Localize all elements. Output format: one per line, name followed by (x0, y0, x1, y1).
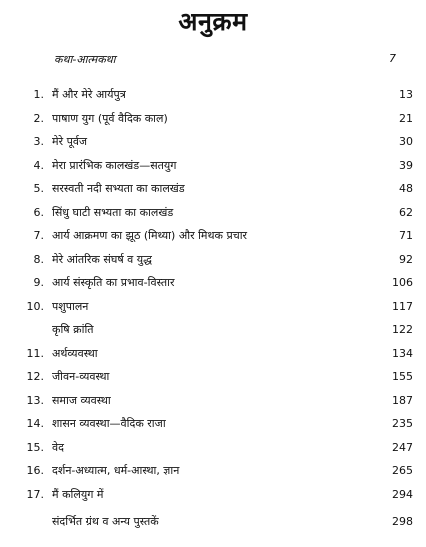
toc-entry-page: 106 (392, 276, 413, 289)
toc-entry (0, 415, 426, 433)
toc-entry (0, 157, 426, 175)
toc-entry-page: 235 (392, 417, 413, 430)
toc-entry-title: जीवन-व्यवस्था (52, 370, 110, 383)
toc-entry (0, 486, 426, 504)
toc-entry-number: 17. (26, 487, 44, 501)
toc-entry-title: मैं और मेरे आर्यपुत्र (52, 88, 126, 101)
toc-entry (0, 439, 426, 457)
toc-entry-title: पाषाण युग (पूर्व वैदिक काल) (52, 111, 168, 125)
toc-entry-number: 5. (33, 182, 44, 195)
toc-entry-number: 13. (26, 393, 44, 407)
toc-entry (0, 180, 426, 198)
toc-entry-page: 298 (392, 515, 413, 528)
toc-entry-number: 11. (26, 346, 44, 360)
toc-entry (0, 298, 426, 316)
toc-entry-number: 4. (33, 158, 44, 172)
toc-entry-title: कृषि क्रांति (52, 323, 94, 336)
toc-entry-page: 265 (392, 464, 413, 477)
toc-entry-page: 247 (392, 440, 413, 454)
toc-entry-page: 187 (392, 393, 413, 407)
toc-entry-title: सरस्वती नदी सभ्यता का कालखंड (52, 182, 185, 195)
intro-entry (54, 52, 396, 70)
toc-entry (0, 462, 426, 480)
toc-entry-title: पशुपालन (52, 299, 89, 313)
toc-entry-page: 71 (399, 229, 413, 242)
toc-entry-title: मैं कलियुग में (52, 487, 104, 501)
intro-page-number: 7 (389, 52, 396, 65)
toc-entry-page: 117 (392, 299, 413, 313)
toc-entry-page: 39 (399, 158, 413, 172)
toc-entry-page: 134 (392, 346, 413, 360)
toc-entry (0, 110, 426, 128)
toc-entry-page: 30 (399, 135, 413, 148)
toc-entry (0, 368, 426, 386)
toc-entry-title: सिंधु घाटी सभ्यता का कालखंड (52, 205, 174, 219)
toc-entry-number: 14. (26, 417, 44, 430)
toc-entry-page: 122 (392, 323, 413, 336)
toc-entry-number: 3. (33, 135, 44, 148)
toc-entry-page: 13 (399, 88, 413, 101)
toc-entry (0, 204, 426, 222)
toc-entry-title: दर्शन-अध्यात्म, धर्म-आस्था, ज्ञान (52, 464, 180, 477)
page-title: अनुक्रम (178, 7, 248, 36)
toc-entry-title: मेरे पूर्वज (52, 135, 88, 148)
toc-entry-title: शासन व्यवस्था—वैदिक राजा (52, 417, 166, 430)
toc-entry-number: 10. (26, 299, 44, 313)
toc-entry (0, 321, 426, 339)
toc-entry (0, 251, 426, 269)
toc-entry-title: अर्थव्यवस्था (52, 346, 98, 360)
toc-entry-page: 92 (399, 252, 413, 266)
toc-entry-title: समाज व्यवस्था (52, 393, 111, 407)
toc-entry-number: 8. (33, 252, 44, 266)
toc-entry (0, 392, 426, 410)
toc-entry-number: 16. (26, 464, 44, 477)
toc-entry-page: 155 (392, 370, 413, 383)
toc-entry-title: आर्य संस्कृति का प्रभाव-विस्तार (52, 276, 175, 289)
toc-entry (0, 274, 426, 292)
intro-label: कथा-आत्मकथा (54, 53, 116, 66)
toc-entry (0, 345, 426, 363)
toc-entry-page: 62 (399, 205, 413, 219)
toc-entry-number: 12. (26, 370, 44, 383)
toc-entry-number: 1. (33, 88, 44, 101)
toc-entry-title: वेद (52, 440, 64, 454)
toc-entry (0, 227, 426, 245)
toc-entry-title: मेरा प्रारंभिक कालखंड—सतयुग (52, 158, 177, 172)
toc-entry (0, 133, 426, 151)
toc-entry-number: 15. (26, 440, 44, 454)
toc-entry-title: मेरे आंतरिक संघर्ष व युद्ध (52, 252, 152, 266)
toc-entry-number: 9. (33, 276, 44, 289)
toc-entry (0, 86, 426, 104)
toc-entry (0, 513, 426, 531)
toc-entry-title: आर्य आक्रमण का झूठ (मिथ्या) और मिथक प्रचार (52, 229, 248, 242)
toc-entry-page: 48 (399, 182, 413, 195)
toc-entry-page: 294 (392, 487, 413, 501)
toc-entry-number: 7. (33, 229, 44, 242)
toc-entry-page: 21 (399, 111, 413, 125)
toc-entry-title: संदर्भित ग्रंथ व अन्य पुस्तकें (52, 515, 159, 528)
toc-entry-number: 2. (33, 111, 44, 125)
toc-entry-number: 6. (33, 205, 44, 219)
